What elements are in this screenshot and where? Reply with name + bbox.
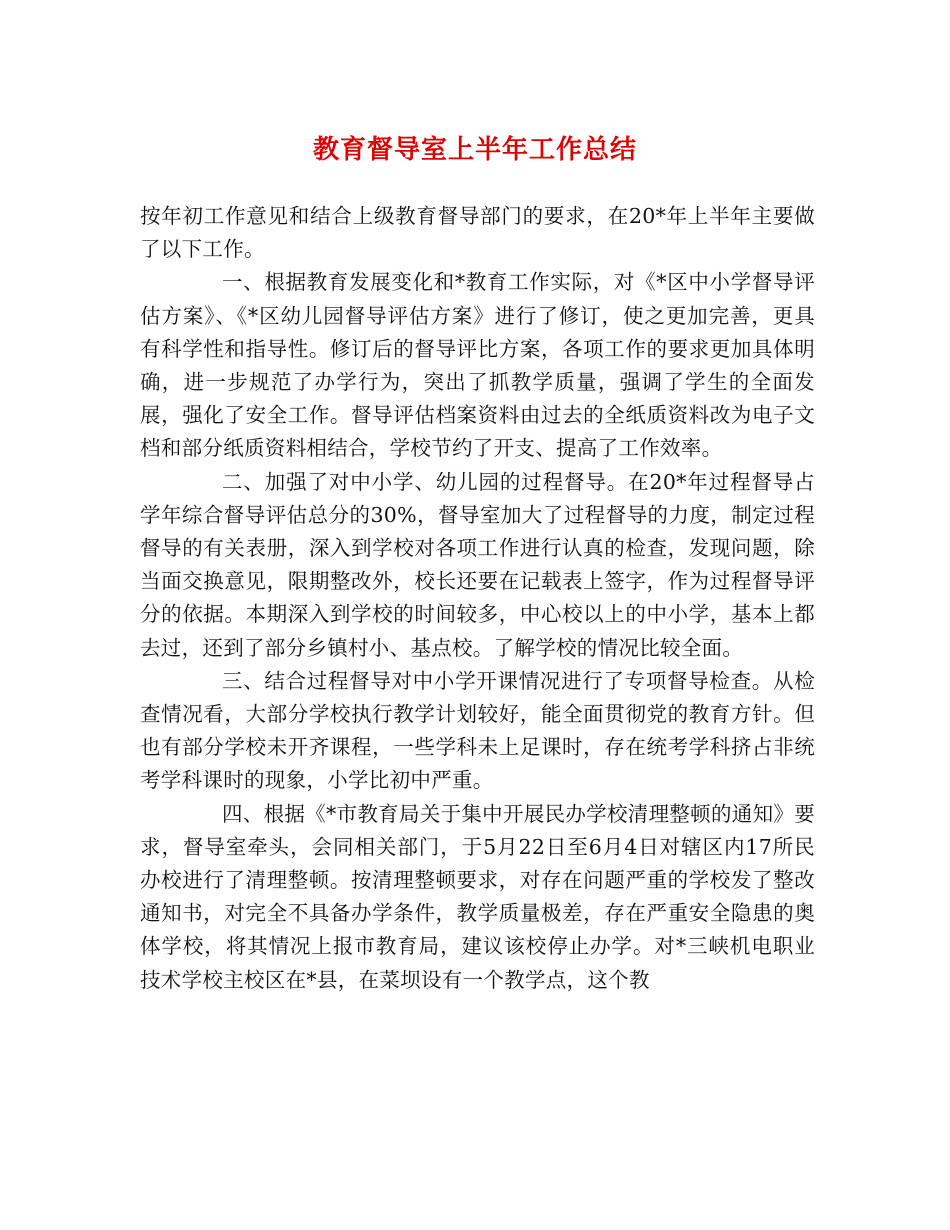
document-title: 教育督导室上半年工作总结 xyxy=(312,135,637,165)
paragraph-2: 二、加强了对中小学、幼儿园的过程督导。在20*年过程督导占学年综合督导评估总分的30%，督导室加大了过程督导的力度，制定过程督导的有关表册，深入到学校对各项工作进行认真的检查，发现问题，除当面交换意见，限期整改外，校长还要在记载表上签字，作为过程督导评分的依据。本期深入到学校的时间较多，中心校以上的中小学，基本上都去过，还到了部分乡镇村小、基点校。了解学校的情况比较全面。 xyxy=(140,469,815,660)
document-body xyxy=(140,200,815,997)
paragraph-1: 一、根据教育发展变化和*教育工作实际，对《*区中小学督导评估方案》、《*区幼儿园督导评估方案》进行了修订，使之更加完善，更具有科学性和指导性。修订后的督导评比方案，各项工作的要求更加具体明确，进一步规范了办学行为，突出了抓教学质量，强调了学生的全面发展，强化了安全工作。督导评估档案资料由过去的全纸质资料改为电子文档和部分纸质资料相结合，学校节约了开支、提高了工作效率。 xyxy=(140,270,815,461)
paragraph-intro: 按年初工作意见和结合上级教育督导部门的要求，在20*年上半年主要做了以下工作。 xyxy=(140,204,815,262)
paragraph-4: 四、根据《*市教育局关于集中开展民办学校清理整顿的通知》要求，督导室牵头，会同相关部门，于5月22日至6月4日对辖区内17所民办校进行了清理整顿。按清理整顿要求，对存在问题严重的学校发了整改通知书，对完全不具备办学条件，教学质量极差，存在严重安全隐患的奥体学校，将其情况上报市教育局，建议该校停止办学。对*三峡机电职业技术学校主校区在*县，在菜坝设有一个教学点，这个教 xyxy=(140,801,815,992)
paragraph-3: 三、结合过程督导对中小学开课情况进行了专项督导检查。从检查情况看，大部分学校执行教学计划较好，能全面贯彻党的教育方针。但也有部分学校未开齐课程，一些学科未上足课时，存在统考学科挤占非统考学科课时的现象，小学比初中严重。 xyxy=(140,668,815,793)
